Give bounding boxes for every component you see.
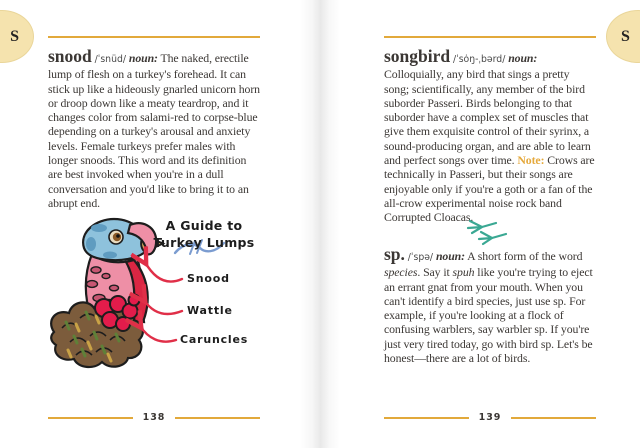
header-rule xyxy=(384,36,596,38)
definition-segment: like you're trying to eject an errant gnat from your mouth. When you can't identify a bird species, just use sp. For example, if you're looking at a flock of confusing warblers, say warbler sp. If you're just very tired today, go with bird sp. Let's be honest—there are a lot of birds. xyxy=(384,265,593,366)
entry-songbird xyxy=(384,46,596,225)
entry-definition xyxy=(384,249,593,365)
footer-rule xyxy=(175,417,260,419)
entry-pronunciation: /ˈsnüd/ xyxy=(94,54,126,65)
callout-label-wattle: Wattle xyxy=(187,304,233,317)
entry-part-of-speech: noun: xyxy=(508,51,538,65)
alpha-tab-left xyxy=(0,10,34,63)
entry-headword: songbird xyxy=(384,46,451,66)
footer-rule xyxy=(384,417,469,419)
header-rule xyxy=(48,36,260,38)
tab-letter: S xyxy=(621,27,630,45)
page-footer-right xyxy=(384,412,596,423)
page-number: 138 xyxy=(142,412,166,423)
footer-rule xyxy=(511,417,596,419)
page-right xyxy=(384,0,596,448)
illustration-title-line2: Turkey Lumps xyxy=(153,235,255,250)
page-number: 139 xyxy=(478,412,502,423)
entry-sp xyxy=(384,244,596,366)
page-footer-left xyxy=(48,412,260,423)
bird-footprints-icon xyxy=(454,215,514,247)
note-text: Crows are technically in Passeri, but their songs are enjoyable only if you're a goth or a fan of the all-crow experimental noise rock band Corrupted Cloacas. xyxy=(384,153,595,225)
entry-headword: snood xyxy=(48,46,92,66)
illustration-title-line1: A Guide to xyxy=(165,218,243,233)
footer-rule xyxy=(48,417,133,419)
callout-label-snood: Snood xyxy=(187,272,230,285)
definition-segment: A short form of the word xyxy=(467,249,583,263)
note-label: Note: xyxy=(517,153,545,168)
callout-label-caruncles: Caruncles xyxy=(180,333,249,346)
callout-arrow-icons xyxy=(140,262,182,342)
definition-segment: . Say it xyxy=(417,265,453,280)
illustration-title xyxy=(146,217,262,251)
tab-letter: S xyxy=(10,27,19,45)
entry-definition: The naked, erectile lump of flesh on a turkey's forehead. It can stick up like a hideously gnarled unicorn horn or droop down like a meaty teardrop, and it changes color from salami-red to corpse-blue depending on a turkey's arousal and anxiety levels. Female turkeys prefer males with longer snoods. This word and its definition are best invoked when you're in a dull conversation and you'd like to bring it to an abrupt end. xyxy=(48,51,260,210)
definition-italic-word: species xyxy=(384,265,418,280)
entry-pronunciation: /ˈspə/ xyxy=(407,252,434,263)
entry-part-of-speech: noun: xyxy=(435,249,465,263)
entry-part-of-speech: noun: xyxy=(128,51,158,65)
alpha-tab-right xyxy=(606,10,640,63)
entry-pronunciation: /ˈsȯŋ-ˌbərd/ xyxy=(453,54,506,65)
entry-headword: sp. xyxy=(384,244,405,264)
page-left xyxy=(48,0,260,448)
turkey-illustration xyxy=(44,212,316,412)
entry-definition: Colloquially, any bird that sings a pretty song; scientifically, any member of the bird suborder Passeri. Birds belonging to that suborder have a complex set of muscles that give them exquisite control of their syrinx, a sound-producing organ, and are able to learn and perfect songs over time. xyxy=(384,67,591,168)
definition-italic-word: spuh xyxy=(452,265,475,280)
entry-snood xyxy=(48,46,260,210)
